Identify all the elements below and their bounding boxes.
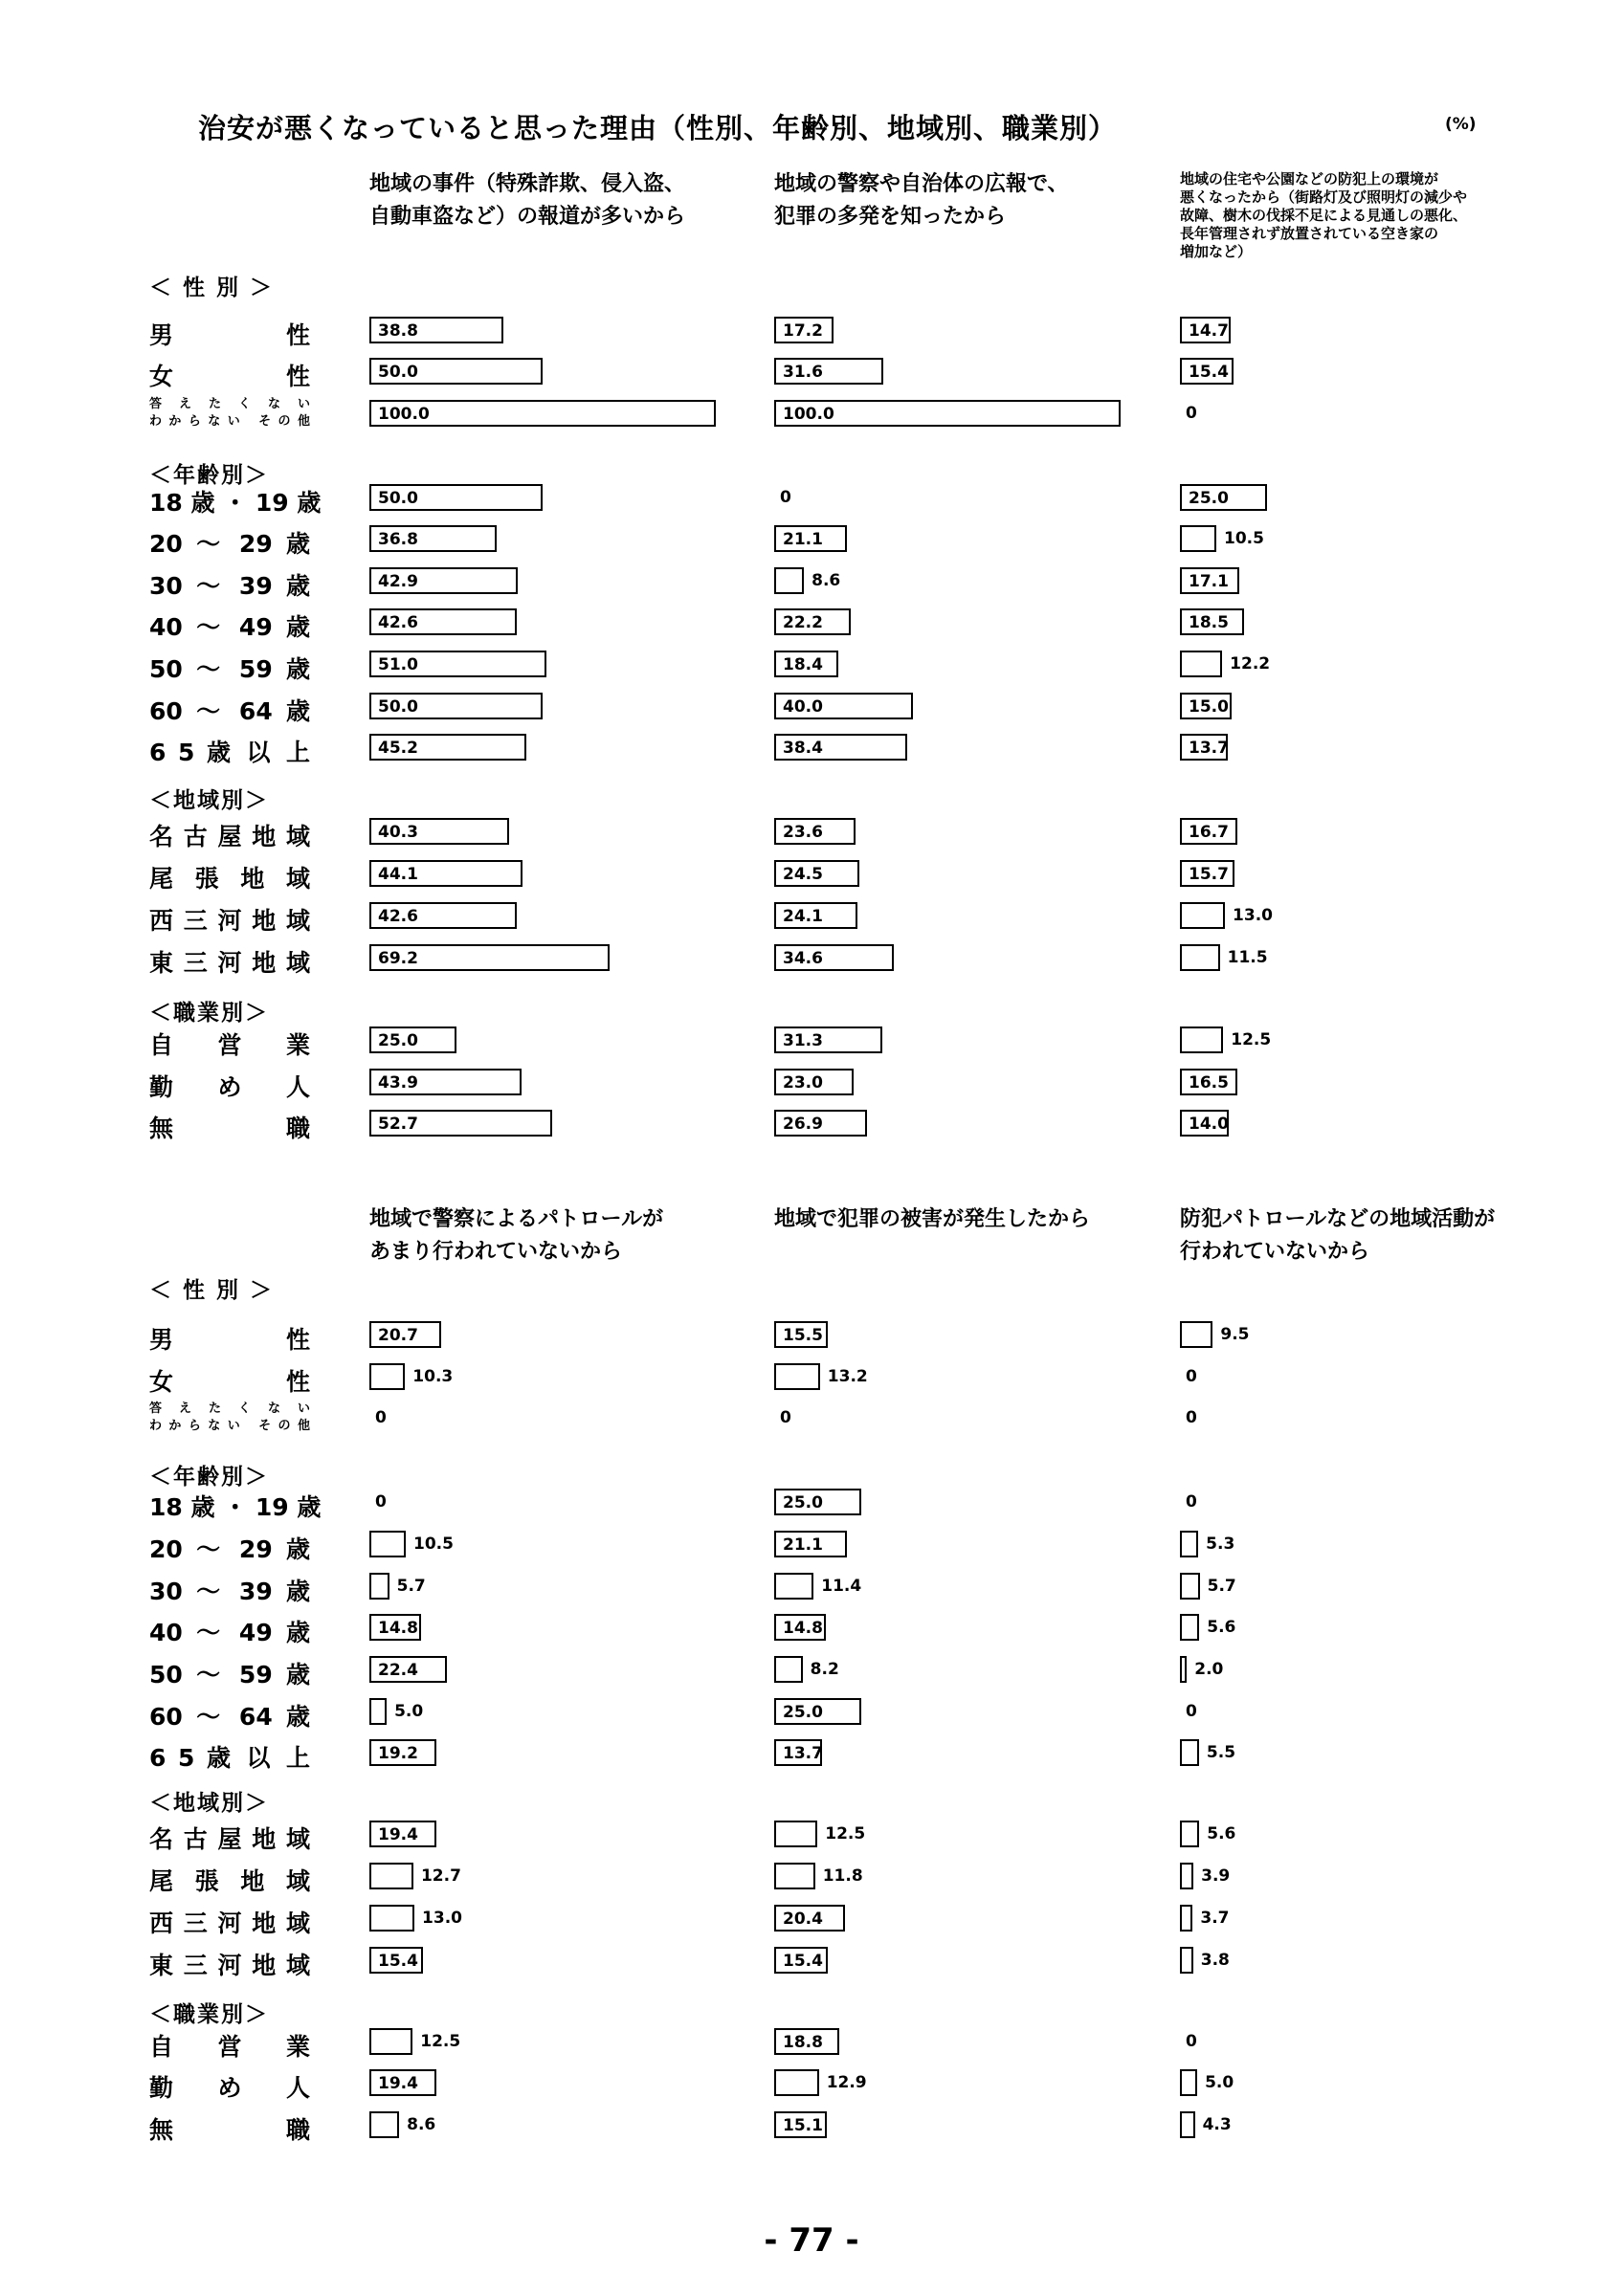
bar <box>369 484 543 511</box>
data-label: 16.7 <box>1189 823 1229 842</box>
data-label: 8.6 <box>812 571 841 590</box>
data-label: 10.3 <box>412 1367 454 1386</box>
bar <box>1180 1027 1223 1053</box>
data-label: 0 <box>1186 2032 1197 2051</box>
data-label: 13.7 <box>783 1744 823 1763</box>
row-label: 女 性 <box>149 1368 310 1396</box>
row-label: 6 5 歳 以 上 <box>149 1744 310 1772</box>
data-label: 15.5 <box>783 1326 823 1345</box>
data-label: 15.7 <box>1189 865 1229 884</box>
row-label: 50 ～ 59 歳 <box>149 1661 310 1689</box>
bar <box>774 1656 803 1683</box>
data-label: 18.5 <box>1189 613 1229 632</box>
bar <box>1180 1321 1212 1348</box>
bar <box>1180 734 1228 761</box>
bar <box>369 693 543 719</box>
bar <box>369 1069 522 1095</box>
data-label: 12.2 <box>1230 654 1271 673</box>
data-label: 5.3 <box>1206 1534 1235 1554</box>
bar <box>1180 317 1231 343</box>
data-label: 0 <box>1186 404 1197 423</box>
data-label: 19.4 <box>378 2074 418 2093</box>
data-label: 0 <box>780 488 791 507</box>
data-label: 16.5 <box>1189 1073 1229 1093</box>
bar <box>774 2028 839 2055</box>
bar <box>1180 1614 1199 1641</box>
group-label: ＜地域別＞ <box>149 1791 269 1816</box>
bar <box>774 860 859 887</box>
bar <box>1180 1739 1199 1766</box>
data-label: 15.4 <box>378 1952 418 1971</box>
row-label: 西三河地域 <box>149 1910 310 1937</box>
data-label: 18.8 <box>783 2033 823 2052</box>
data-label: 23.0 <box>783 1073 823 1093</box>
data-label: 10.5 <box>1224 529 1264 548</box>
bar <box>369 2111 399 2138</box>
data-label: 0 <box>375 1408 387 1427</box>
data-label: 38.8 <box>378 321 418 341</box>
data-label: 9.5 <box>1220 1325 1250 1344</box>
bar <box>774 1739 822 1766</box>
bar <box>369 1321 441 1348</box>
data-label: 25.0 <box>783 1703 823 1722</box>
bar <box>369 1531 406 1557</box>
bar <box>369 1821 436 1847</box>
bar <box>774 567 804 594</box>
data-label: 0 <box>1186 1492 1197 1512</box>
bar <box>369 1027 456 1053</box>
bar <box>774 608 851 635</box>
data-label: 5.0 <box>394 1702 424 1721</box>
bar <box>1180 651 1222 677</box>
bar <box>774 400 1121 427</box>
bar <box>774 2111 827 2138</box>
data-label: 26.9 <box>783 1115 823 1134</box>
data-label: 25.0 <box>1189 489 1229 508</box>
row-label: 60 ～ 64 歳 <box>149 697 310 725</box>
row-label: 30 ～ 39 歳 <box>149 572 310 600</box>
bar <box>774 1698 861 1725</box>
data-label: 11.4 <box>821 1577 862 1596</box>
data-label: 44.1 <box>378 865 418 884</box>
data-label: 20.7 <box>378 1326 418 1345</box>
row-label: 自 営 業 <box>149 1031 310 1059</box>
data-label: 19.2 <box>378 1744 418 1763</box>
bar <box>369 818 509 845</box>
data-label: 15.1 <box>783 2116 823 2135</box>
bar <box>774 1363 820 1390</box>
bar <box>1180 608 1244 635</box>
data-label: 14.8 <box>378 1619 418 1638</box>
bar <box>1180 2069 1197 2096</box>
row-label: 18 歳 ・ 19 歳 <box>149 489 322 517</box>
row-label: 20 ～ 29 歳 <box>149 530 310 558</box>
row-label: 20 ～ 29 歳 <box>149 1535 310 1563</box>
data-label: 51.0 <box>378 655 418 674</box>
data-label: 45.2 <box>378 739 418 758</box>
data-label: 5.6 <box>1207 1618 1236 1637</box>
data-label: 42.6 <box>378 613 418 632</box>
column-header: 地域で警察によるパトロールが あまり行われていないから <box>369 1207 664 1264</box>
bar <box>774 902 857 929</box>
data-label: 19.4 <box>378 1825 418 1844</box>
bar <box>1180 860 1234 887</box>
row-label: 6 5 歳 以 上 <box>149 739 310 766</box>
data-label: 50.0 <box>378 489 418 508</box>
bar <box>369 1739 436 1766</box>
bar <box>774 317 834 343</box>
data-label: 10.5 <box>413 1534 454 1554</box>
data-label: 5.0 <box>1205 2073 1234 2092</box>
bar <box>1180 902 1225 929</box>
column-header: 地域の住宅や公園などの防犯上の環境が 悪くなったから（街路灯及び照明灯の減少や 故障、樹木の伐採不足による見通しの悪化、 長年管理されず放置されている空き家の 増加など） <box>1180 170 1468 260</box>
bar <box>369 860 522 887</box>
bar <box>774 358 883 385</box>
bar <box>774 1863 815 1889</box>
row-label: 東三河地域 <box>149 1952 310 1979</box>
row-label: 勤 め 人 <box>149 1073 310 1101</box>
column-header: 地域の警察や自治体の広報で、 犯罪の多発を知ったから <box>774 172 1069 229</box>
data-label: 40.0 <box>783 697 823 717</box>
bar <box>774 1069 854 1095</box>
row-label: 西三河地域 <box>149 907 310 935</box>
data-label: 69.2 <box>378 949 418 968</box>
data-label: 38.4 <box>783 739 823 758</box>
bar <box>369 1363 405 1390</box>
bar <box>774 1531 847 1557</box>
bar <box>369 1614 421 1641</box>
data-label: 20.4 <box>783 1910 823 1929</box>
bar <box>369 2028 412 2055</box>
bar <box>1180 944 1220 971</box>
data-label: 31.6 <box>783 363 823 382</box>
data-label: 0 <box>1186 1702 1197 1721</box>
data-label: 15.4 <box>1189 363 1229 382</box>
data-label: 40.3 <box>378 823 418 842</box>
bar <box>369 608 517 635</box>
bar <box>774 734 907 761</box>
data-label: 2.0 <box>1194 1660 1224 1679</box>
bar <box>774 1110 867 1137</box>
data-label: 0 <box>375 1492 387 1512</box>
data-label: 18.4 <box>783 655 823 674</box>
row-label: 尾 張 地 域 <box>149 1867 310 1895</box>
data-label: 21.1 <box>783 530 823 549</box>
bar <box>369 944 610 971</box>
bar <box>774 525 847 552</box>
column-header: 地域で犯罪の被害が発生したから <box>774 1207 1091 1231</box>
data-label: 25.0 <box>783 1493 823 1512</box>
data-label: 34.6 <box>783 949 823 968</box>
row-label: 答 え た く な い わからない その他 <box>149 397 310 429</box>
row-label: 勤 め 人 <box>149 2074 310 2102</box>
bar <box>369 1863 413 1889</box>
bar <box>774 651 838 677</box>
data-label: 12.9 <box>826 2073 867 2092</box>
group-label: ＜ 性 別 ＞ <box>149 1278 275 1303</box>
data-label: 14.0 <box>1189 1115 1229 1134</box>
bar <box>369 1656 447 1683</box>
bar <box>774 1321 828 1348</box>
group-label: ＜職業別＞ <box>149 2002 269 2027</box>
bar <box>369 358 543 385</box>
row-label: 無 職 <box>149 2116 310 2144</box>
row-label: 18 歳 ・ 19 歳 <box>149 1493 322 1521</box>
unit-label: (%) <box>1445 115 1477 134</box>
bar <box>1180 1573 1200 1600</box>
data-label: 11.5 <box>1227 948 1268 967</box>
bar <box>1180 1863 1193 1889</box>
bar <box>369 567 518 594</box>
bar <box>1180 1947 1193 1974</box>
data-label: 100.0 <box>378 405 430 424</box>
data-label: 24.5 <box>783 865 823 884</box>
bar <box>1180 1821 1199 1847</box>
group-label: ＜ 性 別 ＞ <box>149 276 275 300</box>
data-label: 15.0 <box>1189 697 1229 717</box>
bar <box>774 1947 828 1974</box>
data-label: 13.2 <box>827 1367 868 1386</box>
bar <box>369 2069 436 2096</box>
group-label: ＜職業別＞ <box>149 1001 269 1026</box>
row-label: 男 性 <box>149 321 310 349</box>
data-label: 13.0 <box>1233 906 1273 925</box>
data-label: 17.2 <box>783 321 823 341</box>
data-label: 0 <box>780 1408 791 1427</box>
data-label: 5.7 <box>396 1577 426 1596</box>
data-label: 12.5 <box>825 1824 866 1843</box>
bar <box>774 2069 819 2096</box>
page-title: 治安が悪くなっていると思った理由（性別、年齢別、地域別、職業別） <box>198 112 1118 144</box>
data-label: 100.0 <box>783 405 834 424</box>
data-label: 42.6 <box>378 907 418 926</box>
data-label: 12.5 <box>420 2032 461 2051</box>
page-number: - 77 - <box>764 2221 859 2260</box>
data-label: 43.9 <box>378 1073 418 1093</box>
data-label: 14.8 <box>783 1619 823 1638</box>
bar <box>1180 1110 1229 1137</box>
bar <box>774 1614 826 1641</box>
bar <box>774 944 894 971</box>
bar <box>774 693 913 719</box>
data-label: 3.8 <box>1200 1951 1230 1970</box>
bar <box>1180 1531 1198 1557</box>
row-label: 東三河地域 <box>149 949 310 977</box>
bar <box>1180 484 1267 511</box>
bar <box>369 651 546 677</box>
bar <box>1180 1656 1187 1683</box>
data-label: 3.7 <box>1200 1909 1230 1928</box>
bar <box>774 1905 845 1932</box>
data-label: 31.3 <box>783 1031 823 1050</box>
bar <box>369 902 517 929</box>
data-label: 25.0 <box>378 1031 418 1050</box>
data-label: 5.5 <box>1206 1743 1236 1762</box>
bar <box>774 1821 817 1847</box>
bar <box>1180 1069 1237 1095</box>
bar <box>774 1489 861 1515</box>
data-label: 15.4 <box>783 1952 823 1971</box>
group-label: ＜年齢別＞ <box>149 463 269 488</box>
row-label: 女 性 <box>149 363 310 390</box>
bar <box>369 1947 423 1974</box>
bar <box>774 818 856 845</box>
bar <box>369 1698 387 1725</box>
bar <box>1180 1905 1192 1932</box>
data-label: 8.2 <box>810 1660 839 1679</box>
column-header: 地域の事件（特殊詐欺、侵入盗、 自動車盗など）の報道が多いから <box>369 172 686 229</box>
row-label: 名古屋地域 <box>149 1825 310 1853</box>
bar <box>1180 693 1232 719</box>
row-label: 40 ～ 49 歳 <box>149 613 310 641</box>
row-label: 名古屋地域 <box>149 823 310 850</box>
bar <box>774 1027 882 1053</box>
data-label: 22.2 <box>783 613 823 632</box>
data-label: 4.3 <box>1202 2115 1232 2134</box>
data-label: 11.8 <box>822 1866 863 1886</box>
data-label: 0 <box>1186 1408 1197 1427</box>
data-label: 0 <box>1186 1367 1197 1386</box>
row-label: 無 職 <box>149 1115 310 1142</box>
group-label: ＜年齢別＞ <box>149 1465 269 1490</box>
data-label: 13.0 <box>422 1909 462 1928</box>
bar <box>369 1905 414 1932</box>
data-label: 3.9 <box>1201 1866 1231 1886</box>
column-header: 防犯パトロールなどの地域活動が 行われていないから <box>1180 1207 1496 1264</box>
row-label: 60 ～ 64 歳 <box>149 1703 310 1731</box>
data-label: 52.7 <box>378 1115 418 1134</box>
data-label: 22.4 <box>378 1661 418 1680</box>
row-label: 30 ～ 39 歳 <box>149 1578 310 1605</box>
bar <box>369 400 716 427</box>
data-label: 50.0 <box>378 697 418 717</box>
row-label: 自 営 業 <box>149 2033 310 2061</box>
data-label: 23.6 <box>783 823 823 842</box>
row-label: 50 ～ 59 歳 <box>149 655 310 683</box>
data-label: 24.1 <box>783 907 823 926</box>
data-label: 42.9 <box>378 572 418 591</box>
data-label: 14.7 <box>1189 321 1229 341</box>
group-label: ＜地域別＞ <box>149 788 269 813</box>
row-label: 答 え た く な い わからない その他 <box>149 1402 310 1433</box>
data-label: 12.5 <box>1231 1030 1272 1049</box>
data-label: 50.0 <box>378 363 418 382</box>
data-label: 12.7 <box>420 1866 461 1886</box>
data-label: 36.8 <box>378 530 418 549</box>
row-label: 男 性 <box>149 1326 310 1354</box>
bar <box>1180 2111 1195 2138</box>
bar <box>1180 525 1216 552</box>
bar <box>1180 567 1239 594</box>
data-label: 17.1 <box>1189 572 1229 591</box>
bar <box>1180 818 1237 845</box>
row-label: 尾 張 地 域 <box>149 865 310 893</box>
data-label: 21.1 <box>783 1535 823 1555</box>
row-label: 40 ～ 49 歳 <box>149 1619 310 1646</box>
bar <box>369 1573 389 1600</box>
data-label: 8.6 <box>407 2115 436 2134</box>
bar <box>774 1573 813 1600</box>
data-label: 5.7 <box>1207 1577 1236 1596</box>
data-label: 5.6 <box>1207 1824 1236 1843</box>
bar <box>369 734 526 761</box>
bar <box>369 317 503 343</box>
data-label: 13.7 <box>1189 739 1229 758</box>
bar <box>369 1110 552 1137</box>
bar <box>1180 358 1234 385</box>
bar <box>369 525 497 552</box>
